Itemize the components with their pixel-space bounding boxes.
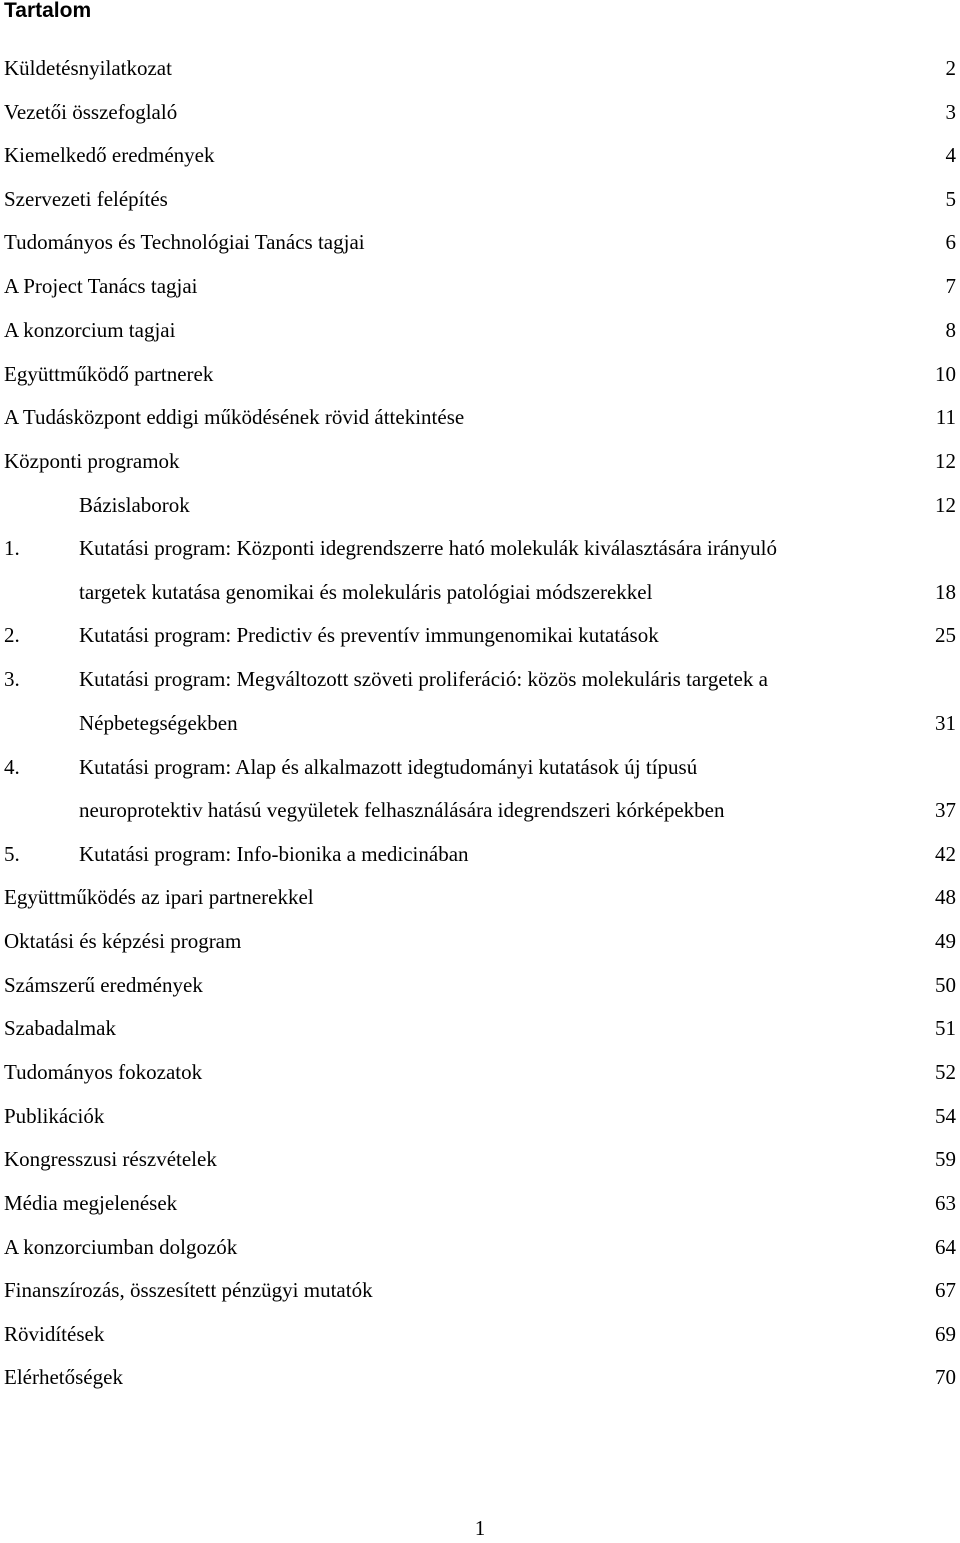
- toc-entry-page: 12: [935, 449, 956, 473]
- toc-entry[interactable]: [4, 1360, 956, 1394]
- toc-entry-label: A Tudásközpont eddigi működésének rövid áttekintése: [4, 405, 465, 429]
- toc-entry-label: Kutatási program: Info-bionika a medicinában: [79, 842, 469, 866]
- toc-entry-page: 8: [945, 318, 956, 342]
- toc-entry-continuation[interactable]: [4, 706, 956, 740]
- toc-entry[interactable]: [4, 1186, 956, 1220]
- toc-entry[interactable]: [4, 1273, 956, 1307]
- toc-entry-page: 67: [935, 1278, 956, 1302]
- toc-entry-label: Szabadalmak: [4, 1016, 116, 1040]
- toc-entry-page: 37: [935, 798, 956, 822]
- toc-program-entry[interactable]: [4, 618, 956, 652]
- toc-entry-label: Bázislaborok: [79, 493, 190, 517]
- toc-program-entry[interactable]: [4, 837, 956, 871]
- toc-entry[interactable]: [4, 444, 956, 478]
- toc-entry-page: 69: [935, 1322, 956, 1346]
- toc-entry[interactable]: [4, 51, 956, 85]
- toc-entry[interactable]: [4, 880, 956, 914]
- toc-entry-label: Kutatási program: Megváltozott szöveti proliferáció: közös molekuláris targetek a: [79, 667, 768, 691]
- toc-entry-page: 4: [945, 143, 956, 167]
- toc-entry-page: 59: [935, 1147, 956, 1171]
- toc-entry-page: 3: [945, 100, 956, 124]
- toc-entry-page: 70: [935, 1365, 956, 1389]
- toc-entry-page: 6: [945, 230, 956, 254]
- toc-entry-number: 3.: [4, 667, 20, 691]
- toc-program-entry[interactable]: [4, 531, 956, 565]
- toc-entry-label: Finanszírozás, összesített pénzügyi mutatók: [4, 1278, 373, 1302]
- toc-entry[interactable]: [4, 400, 956, 434]
- toc-entry-page: 63: [935, 1191, 956, 1215]
- toc-entry-number: 2.: [4, 623, 20, 647]
- toc-entry[interactable]: [4, 924, 956, 958]
- toc-entry-label: Kutatási program: Alap és alkalmazott idegtudományi kutatások új típusú: [79, 755, 698, 779]
- toc-entry-page: 64: [935, 1235, 956, 1259]
- toc-entry-page: 10: [935, 362, 956, 386]
- toc-entry-label: Elérhetőségek: [4, 1365, 123, 1389]
- toc-entry-label: A Project Tanács tagjai: [4, 274, 198, 298]
- toc-entry-page: 42: [935, 842, 956, 866]
- toc-entry[interactable]: [4, 313, 956, 347]
- toc-entry-continuation[interactable]: [4, 793, 956, 827]
- toc-entry-label: Tudományos és Technológiai Tanács tagjai: [4, 230, 365, 254]
- toc-entry-label: Kongresszusi részvételek: [4, 1147, 217, 1171]
- toc-entry-page: 11: [935, 405, 956, 429]
- toc-entry-page: 52: [935, 1060, 956, 1084]
- toc-entry-page: 49: [935, 929, 956, 953]
- toc-entry-label: Média megjelenések: [4, 1191, 178, 1215]
- toc-entry[interactable]: [4, 1142, 956, 1176]
- toc-entry-number: 4.: [4, 755, 20, 779]
- toc-entry-page: 5: [945, 187, 956, 211]
- toc-entry-label: Kiemelkedő eredmények: [4, 143, 215, 167]
- toc-entry-label: Oktatási és képzési program: [4, 929, 242, 953]
- toc-entry-page: 18: [935, 580, 956, 604]
- toc-entry[interactable]: [4, 357, 956, 391]
- toc-entry-page: 12: [935, 493, 956, 517]
- toc-entry[interactable]: [4, 138, 956, 172]
- toc-entry-label: Tudományos fokozatok: [4, 1060, 203, 1084]
- toc-entry-label: A konzorcium tagjai: [4, 318, 176, 342]
- toc-entry-label: Vezetői összefoglaló: [4, 100, 178, 124]
- toc-entry-page: 31: [935, 711, 956, 735]
- toc-entry[interactable]: [4, 269, 956, 303]
- toc-entry[interactable]: [4, 182, 956, 216]
- toc-entry-label: Számszerű eredmények: [4, 973, 203, 997]
- toc-entry[interactable]: [4, 1230, 956, 1264]
- toc-entry-continuation[interactable]: [4, 575, 956, 609]
- toc-program-entry[interactable]: [4, 750, 956, 784]
- toc-program-entry[interactable]: [4, 662, 956, 696]
- toc-entry-page: 48: [935, 885, 956, 909]
- toc-entry[interactable]: [4, 968, 956, 1002]
- toc-entry-label: Szervezeti felépítés: [4, 187, 168, 211]
- toc-entry[interactable]: [4, 1099, 956, 1133]
- toc-entry-page: 51: [935, 1016, 956, 1040]
- toc-entry[interactable]: [4, 95, 956, 129]
- toc-entry-page: 50: [935, 973, 956, 997]
- toc-entry-number: 1.: [4, 536, 20, 560]
- toc-entry-label: Népbetegségekben: [79, 711, 238, 735]
- toc-subentry[interactable]: [4, 488, 956, 522]
- toc-entry-page: 54: [935, 1104, 956, 1128]
- toc-entry-label: A konzorciumban dolgozók: [4, 1235, 238, 1259]
- toc-entry[interactable]: [4, 1317, 956, 1351]
- toc-entry-label: Együttműködés az ipari partnerekkel: [4, 885, 314, 909]
- toc-entry-label: Kutatási program: Predictiv és preventív immungenomikai kutatások: [79, 623, 659, 647]
- toc-entry-page: 25: [935, 623, 956, 647]
- toc-entry-label: Publikációk: [4, 1104, 105, 1128]
- toc-entry-label: Rövidítések: [4, 1322, 105, 1346]
- toc-entry-label: Kutatási program: Központi idegrendszerre ható molekulák kiválasztására irányuló: [79, 536, 778, 560]
- toc-entry-number: 5.: [4, 842, 20, 866]
- page-number: 1: [474, 1516, 486, 1540]
- toc-entry[interactable]: [4, 1055, 956, 1089]
- toc-entry[interactable]: [4, 225, 956, 259]
- toc-entry-page: 2: [945, 56, 956, 80]
- toc-entry-label: Központi programok: [4, 449, 180, 473]
- toc-entry-label: targetek kutatása genomikai és molekuláris patológiai módszerekkel: [79, 580, 653, 604]
- toc-entry-label: Együttműködő partnerek: [4, 362, 214, 386]
- toc-title: Tartalom: [4, 0, 92, 22]
- toc-entry[interactable]: [4, 1011, 956, 1045]
- toc-entry-label: Küldetésnyilatkozat: [4, 56, 172, 80]
- toc-entry-label: neuroprotektiv hatású vegyületek felhasználására idegrendszeri kórképekben: [79, 798, 725, 822]
- toc-entry-page: 7: [945, 274, 956, 298]
